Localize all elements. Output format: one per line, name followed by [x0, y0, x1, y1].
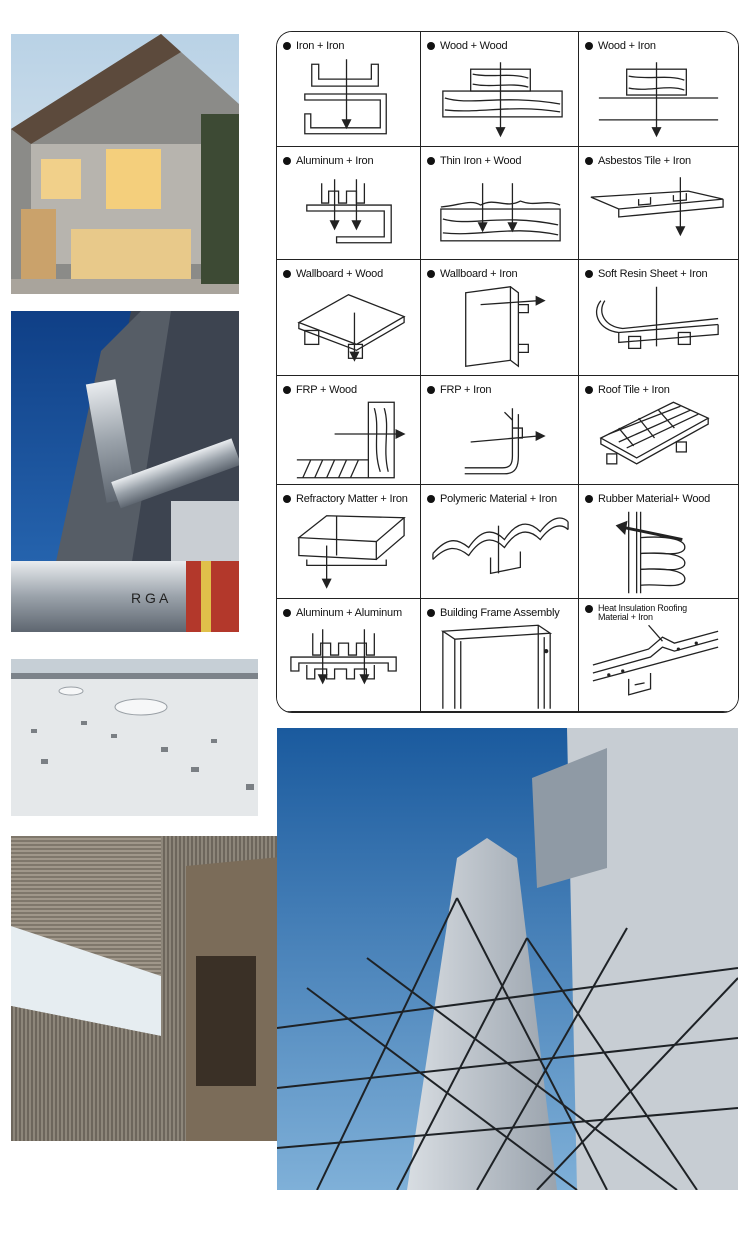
frp-iron-diagram — [421, 398, 578, 482]
bullet-icon — [585, 386, 593, 394]
iron-iron-diagram — [277, 54, 420, 144]
roof-tile-iron-diagram — [579, 398, 738, 482]
cell-polymeric-material-iron: Polymeric Material + Iron — [421, 485, 579, 599]
bullet-icon — [283, 42, 291, 50]
bullet-icon — [283, 609, 291, 617]
frp-wood-diagram — [277, 398, 420, 482]
cell-wood-wood: Wood + Wood — [421, 32, 579, 147]
aluminum-aluminum-diagram — [277, 621, 420, 709]
cell-frp-iron: FRP + Iron — [421, 376, 579, 485]
cell-refractory-matter-iron: Refractory Matter + Iron — [277, 485, 421, 599]
wallboard-iron-diagram — [421, 282, 578, 373]
white-roof-image — [11, 659, 258, 816]
bullet-icon — [283, 157, 291, 165]
bullet-icon — [427, 386, 435, 394]
bullet-icon — [427, 157, 435, 165]
cell-frp-wood: FRP + Wood — [277, 376, 421, 485]
heat-insulation-roofing-iron-diagram — [579, 621, 738, 709]
cell-soft-resin-sheet-iron: Soft Resin Sheet + Iron — [579, 260, 739, 376]
cell-aluminum-aluminum: Aluminum + Aluminum — [277, 599, 421, 712]
aluminum-iron-diagram — [277, 169, 420, 257]
bullet-icon — [585, 495, 593, 503]
skyscraper-frame-image — [277, 728, 738, 1190]
bullet-icon — [283, 270, 291, 278]
tank-lettering: R G A — [131, 590, 169, 606]
cell-wood-iron: Wood + Iron — [579, 32, 739, 147]
modern-house-image — [11, 34, 239, 294]
bullet-icon — [427, 609, 435, 617]
wallboard-wood-diagram — [277, 282, 420, 373]
soft-resin-sheet-iron-diagram — [579, 282, 738, 373]
bullet-icon — [427, 270, 435, 278]
cell-wallboard-iron: Wallboard + Iron — [421, 260, 579, 376]
bullet-icon — [283, 386, 291, 394]
rubber-material-wood-diagram — [579, 507, 738, 596]
cell-roof-tile-iron: Roof Tile + Iron — [579, 376, 739, 485]
cell-thin-iron-wood: Thin Iron + Wood — [421, 147, 579, 260]
asbestos-tile-iron-diagram — [579, 169, 738, 257]
industrial-pipes-image — [11, 311, 239, 632]
cell-wallboard-wood: Wallboard + Wood — [277, 260, 421, 376]
bullet-icon — [427, 495, 435, 503]
wood-iron-diagram — [579, 54, 738, 144]
cell-rubber-material-wood: Rubber Material+ Wood — [579, 485, 739, 599]
corrugated-interior-image — [11, 836, 313, 1141]
bullet-icon — [585, 157, 593, 165]
roof-photo — [11, 659, 258, 816]
bullet-icon — [283, 495, 291, 503]
cell-heat-insulation-roofing-iron: Heat Insulation Roofing Material + Iron — [579, 599, 739, 712]
polymeric-material-iron-diagram — [421, 507, 578, 596]
cell-asbestos-tile-iron: Asbestos Tile + Iron — [579, 147, 739, 260]
building-frame-assembly-diagram — [421, 621, 578, 709]
tower-photo — [277, 728, 738, 1190]
refractory-matter-iron-diagram — [277, 507, 420, 596]
bullet-icon — [427, 42, 435, 50]
bullet-icon — [585, 270, 593, 278]
pipes-photo — [11, 311, 239, 632]
thin-iron-wood-diagram — [421, 169, 578, 257]
cell-aluminum-iron: Aluminum + Iron — [277, 147, 421, 260]
cell-iron-iron: Iron + Iron — [277, 32, 421, 147]
bullet-icon — [585, 42, 593, 50]
wood-wood-diagram — [421, 54, 578, 144]
interior-photo — [11, 836, 313, 1141]
connection-types-grid — [276, 31, 739, 713]
cell-building-frame-assembly: Building Frame Assembly — [421, 599, 579, 712]
bullet-icon — [585, 605, 593, 613]
house-photo — [11, 34, 239, 294]
